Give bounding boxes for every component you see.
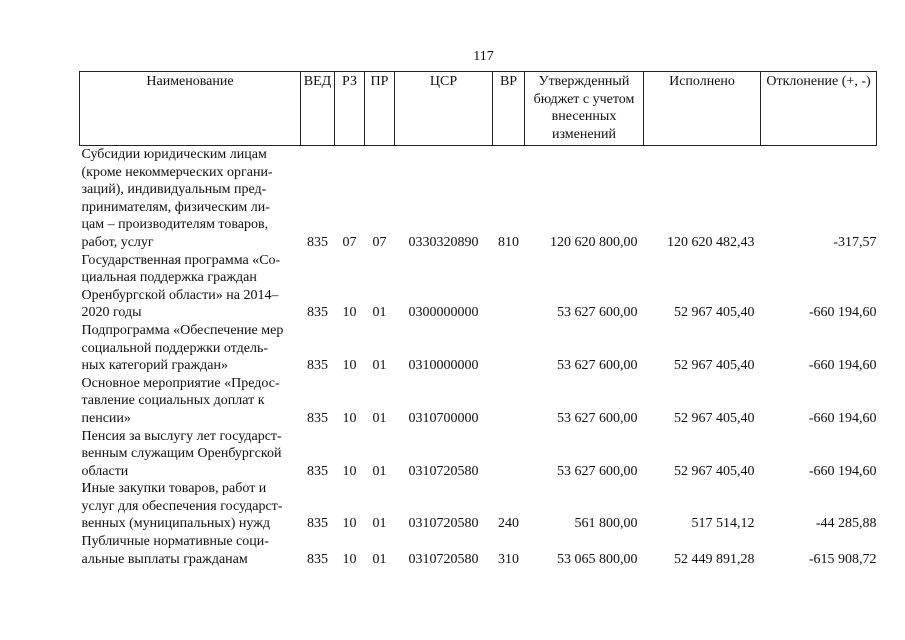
row-name-line: Государственная программа «Со- xyxy=(81,252,281,268)
row-name xyxy=(80,146,301,252)
row-pr: 01 xyxy=(372,551,387,567)
row-vr xyxy=(493,322,525,375)
row-approved: 53 065 800,00 xyxy=(557,551,638,567)
row-executed: 52 967 405,40 xyxy=(674,463,755,479)
row-rz: 10 xyxy=(342,305,357,321)
table-row xyxy=(80,428,877,481)
header-approved-budget: Утвержденный бюджет с учетом внесенных изменений xyxy=(525,72,644,146)
row-name-line: циальная поддержка граждан xyxy=(81,270,257,286)
header-ved: ВЕД xyxy=(301,72,335,146)
row-name-line: венных (муниципальных) нужд xyxy=(81,516,270,532)
row-vr xyxy=(493,252,525,322)
row-pr: 01 xyxy=(372,516,387,532)
row-ved: 835 xyxy=(307,463,328,479)
header-deviation: Отклонение (+, -) xyxy=(761,72,877,146)
row-approved: 561 800,00 xyxy=(574,516,638,532)
row-deviation: -660 194,60 xyxy=(808,410,877,426)
header-rz: РЗ xyxy=(335,72,365,146)
row-name xyxy=(80,375,301,428)
row-name-line: Оренбургской области» на 2014– xyxy=(81,287,279,303)
row-pr: 01 xyxy=(372,463,387,479)
row-name xyxy=(80,480,301,533)
table-row xyxy=(80,322,877,375)
row-name-line: области xyxy=(81,463,129,479)
table-row xyxy=(80,533,877,568)
row-approved: 53 627 600,00 xyxy=(557,463,638,479)
row-executed: 120 620 482,43 xyxy=(667,234,755,250)
table-row xyxy=(80,480,877,533)
page-number: 117 xyxy=(473,49,494,64)
row-pr: 01 xyxy=(372,358,387,374)
row-name-line: принимателям, физическим ли- xyxy=(81,199,270,215)
row-vr: 310 xyxy=(498,551,519,567)
row-executed: 52 967 405,40 xyxy=(674,305,755,321)
row-name xyxy=(80,322,301,375)
row-name-line: 2020 годы xyxy=(81,305,142,321)
row-name-line: Пенсия за выслугу лет государст- xyxy=(81,428,282,444)
row-vr: 810 xyxy=(498,234,519,250)
row-executed: 52 449 891,28 xyxy=(674,551,755,567)
row-deviation: -44 285,88 xyxy=(815,516,877,532)
row-name xyxy=(80,252,301,322)
row-name-line: Основное мероприятие «Предос- xyxy=(81,375,280,391)
row-name-line: работ, услуг xyxy=(81,234,154,250)
row-vr xyxy=(493,428,525,481)
table-row xyxy=(80,146,877,252)
table-row xyxy=(80,252,877,322)
row-deviation: -660 194,60 xyxy=(808,358,877,374)
row-approved: 53 627 600,00 xyxy=(557,410,638,426)
row-approved: 53 627 600,00 xyxy=(557,358,638,374)
row-deviation: -660 194,60 xyxy=(808,463,877,479)
row-rz: 10 xyxy=(342,463,357,479)
row-deviation: -660 194,60 xyxy=(808,305,877,321)
table-header-row xyxy=(80,72,877,146)
row-csr: 0330320890 xyxy=(408,234,479,250)
row-csr: 0310720580 xyxy=(408,516,479,532)
row-executed: 52 967 405,40 xyxy=(674,410,755,426)
row-rz: 10 xyxy=(342,410,357,426)
header-name: Наименование xyxy=(80,72,301,146)
header-vr: ВР xyxy=(493,72,525,146)
row-csr: 0310720580 xyxy=(408,551,479,567)
row-name-line: альные выплаты гражданам xyxy=(81,551,248,567)
row-ved: 835 xyxy=(307,516,328,532)
row-name-line: Иные закупки товаров, работ и xyxy=(81,481,267,497)
row-pr: 07 xyxy=(372,234,387,250)
row-rz: 07 xyxy=(342,234,357,250)
row-vr: 240 xyxy=(498,516,519,532)
row-name xyxy=(80,428,301,481)
row-deviation: -317,57 xyxy=(833,234,877,250)
header-csr: ЦСР xyxy=(395,72,493,146)
row-name xyxy=(80,533,301,568)
row-rz: 10 xyxy=(342,358,357,374)
row-ved: 835 xyxy=(307,358,328,374)
row-name-line: тавление социальных доплат к xyxy=(81,393,265,409)
row-name-line: пенсии» xyxy=(81,410,131,426)
row-name-line: ных категорий граждан» xyxy=(81,358,229,374)
row-ved: 835 xyxy=(307,410,328,426)
row-pr: 01 xyxy=(372,305,387,321)
row-name-line: социальной поддержки отдель- xyxy=(81,340,269,356)
row-name-line: Подпрограмма «Обеспечение мер xyxy=(81,322,284,338)
row-csr: 0310700000 xyxy=(408,410,479,426)
row-csr: 0310000000 xyxy=(408,358,479,374)
row-name-line: Субсидии юридическим лицам xyxy=(81,147,267,162)
row-ved: 835 xyxy=(307,234,328,250)
row-pr: 01 xyxy=(372,410,387,426)
header-executed: Исполнено xyxy=(644,72,761,146)
row-name-line: венным служащим Оренбургской xyxy=(81,446,282,462)
header-pr: ПР xyxy=(365,72,395,146)
row-executed: 517 514,12 xyxy=(691,516,755,532)
row-rz: 10 xyxy=(342,516,357,532)
row-executed: 52 967 405,40 xyxy=(674,358,755,374)
row-name-line: (кроме некоммерческих органи- xyxy=(81,164,273,180)
row-name-line: заций), индивидуальным пред- xyxy=(81,182,267,198)
row-csr: 0300000000 xyxy=(408,305,479,321)
row-approved: 120 620 800,00 xyxy=(550,234,638,250)
row-ved: 835 xyxy=(307,305,328,321)
row-name-line: цам – производителям товаров, xyxy=(81,217,269,233)
row-ved: 835 xyxy=(307,551,328,567)
row-approved: 53 627 600,00 xyxy=(557,305,638,321)
row-vr xyxy=(493,375,525,428)
table-row xyxy=(80,375,877,428)
row-deviation: -615 908,72 xyxy=(808,551,877,567)
row-csr: 0310720580 xyxy=(408,463,479,479)
row-rz: 10 xyxy=(342,551,357,567)
row-name-line: Публичные нормативные соци- xyxy=(81,534,269,550)
row-name-line: услуг для обеспечения государст- xyxy=(81,498,283,514)
budget-table xyxy=(79,71,877,568)
